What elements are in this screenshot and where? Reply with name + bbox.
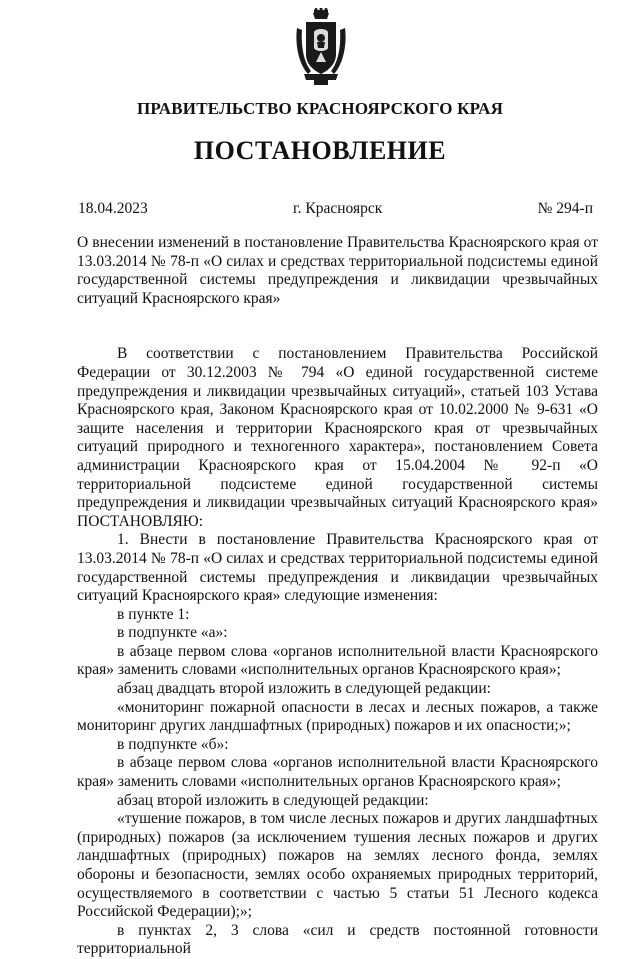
document-type-heading: ПОСТАНОВЛЕНИЕ: [193, 136, 447, 165]
paragraph: в подпункте «б»:: [117, 735, 229, 753]
paragraph: абзац второй изложить в следующей редакции:: [117, 791, 429, 809]
paragraph-preamble: В соответствии с постановлением Правительства Российской Федерации от 30.12.2003 № 794 «О единой государственной системе предупреждения и ликвидации чрезвычайных ситуаций», статьей 103 Устава Красноярского края, Законом Красноярского края от 10.02.2000 № 9-631 «О защите населения и территории Красноярского края от чрезвычайных ситуаций природного и техногенного характера», постановлением Совета администрации Красноярского края от 15.04.2004 № 92-п «О территориальной подсистеме единой государственной системы предупреждения и ликвидации чрезвычайных ситуаций Красноярского края» ПОСТАНОВЛЯЮ:: [77, 345, 598, 530]
paragraph: в пункте 1:: [117, 605, 190, 623]
document-city: г. Красноярск: [293, 200, 383, 217]
paragraph: абзац двадцать второй изложить в следующей редакции:: [117, 680, 491, 698]
document-number: № 294-п: [537, 200, 593, 217]
paragraph: в пунктах 2, 3 слова «сил и средств постоянной готовности территориальной: [77, 921, 598, 958]
coat-of-arms-icon: [294, 8, 348, 86]
paragraph: в абзаце первом слова «органов исполнительной власти Красноярского края» заменить словами «исполнительных органов Красноярского края»;: [77, 642, 598, 679]
document-body: [77, 234, 598, 959]
paragraph: «тушение пожаров, в том числе лесных пожаров и других ландшафтных (природных) пожаров (за исключением тушения лесных пожаров и других ландшафтных (природных) пожаров на землях лесного фонда, землях обороны и безопасности, землях особо охраняемых природных территорий, осуществляемого в соответствии с частью 5 статьи 51 Лесного кодекса Российской Федерации);»;: [77, 810, 598, 921]
document-title: О внесении изменений в постановление Правительства Красноярского края от 13.03.2014 № 78-п «О силах и средствах территориальной подсистемы единой государственной системы предупреждения и ликвидации чрезвычайных ситуаций Красноярского края»: [77, 234, 598, 307]
government-name: ПРАВИТЕЛЬСТВО КРАСНОЯРСКОГО КРАЯ: [136, 99, 504, 118]
paragraph: в абзаце первом слова «органов исполнительной власти Красноярского края» заменить словами «исполнительных органов Красноярского края»;: [77, 754, 598, 791]
paragraph: в подпункте «а»:: [117, 624, 228, 642]
paragraph: 1. Внести в постановление Правительства Красноярского края от 13.03.2014 № 78-п «О силах и средствах территориальной подсистемы единой государственной системы предупреждения и ликвидации чрезвычайных ситуаций Красноярского края» следующие изменения:: [77, 531, 598, 605]
paragraph: «мониторинг пожарной опасности в лесах и лесных пожаров, а также мониторинг других ландшафтных (природных) пожаров и их опасности;»;: [77, 698, 598, 735]
document-date: 18.04.2023: [78, 200, 148, 217]
